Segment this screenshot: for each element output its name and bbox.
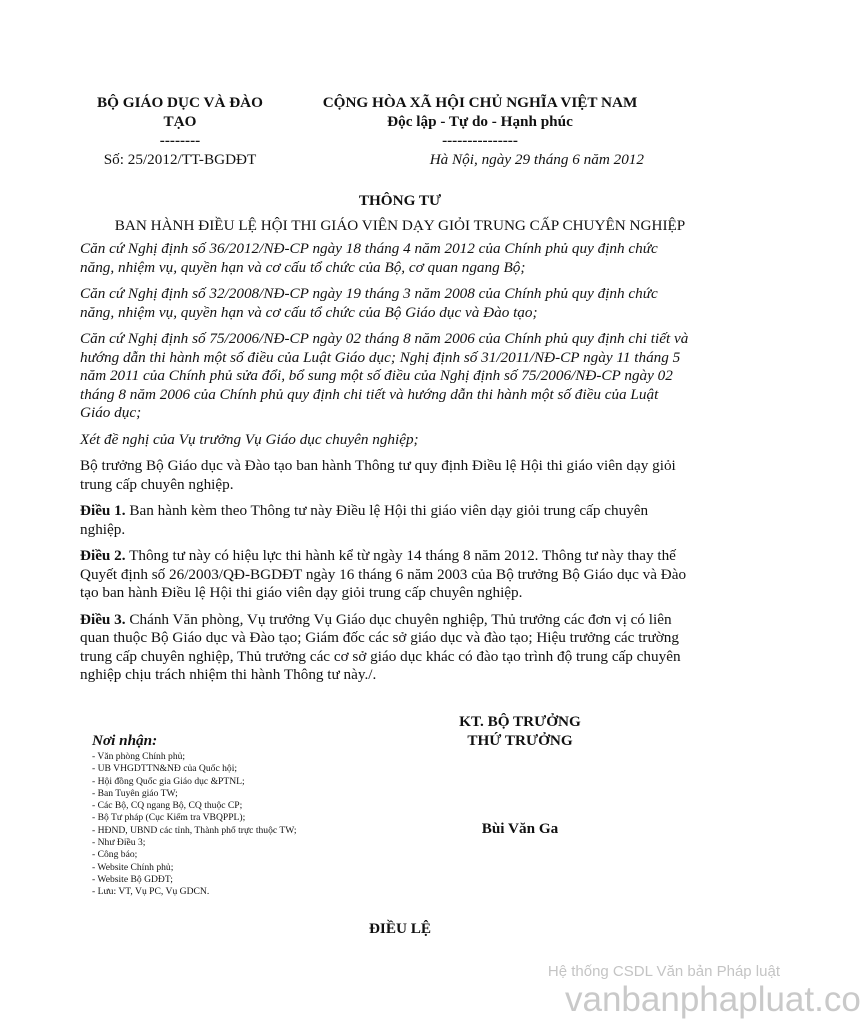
- article-text: Chánh Văn phòng, Vụ trưởng Vụ Giáo dục chuyên nghiệp, Thủ trưởng các đơn vị có liên quan thuộc Bộ Giáo dục và Đào tạo; Giám đốc các sở giáo dục và đào tạo; Hiệu trưởng các trường trung cấp chuyên nghiệp, Thủ trưởng các cơ sở giáo dục khác có đào tạo trình độ trung cấp chuyên nghiệp chịu trách nhiệm thi hành Thông tư này./.: [80, 610, 681, 683]
- document-number: Số: 25/2012/TT-BGDĐT: [103, 151, 257, 168]
- document-subject: BAN HÀNH ĐIỀU LỆ HỘI THI GIÁO VIÊN DẠY GIỎI TRUNG CẤP CHUYÊN NGHIỆP: [114, 217, 686, 234]
- agency-name-line2: TẠO: [163, 113, 197, 130]
- recipient-item: - Như Điều 3;: [92, 837, 146, 849]
- article-1: [80, 502, 692, 539]
- article-label: Điều 1.: [80, 502, 126, 519]
- signer-name: Bùi Văn Ga: [481, 820, 559, 837]
- recipient-item: - UB VHGDTTN&NĐ của Quốc hội;: [92, 763, 238, 775]
- intro-paragraph: Bộ trưởng Bộ Giáo dục và Đào tạo ban hành Thông tư quy định Điều lệ Hội thi giáo viên dạy giỏi trung cấp chuyên nghiệp.: [80, 457, 676, 493]
- preamble-paragraph: Căn cứ Nghị định số 36/2012/NĐ-CP ngày 18 tháng 4 năm 2012 của Chính phủ quy định chức năng, nhiệm vụ, quyền hạn và cơ cấu tổ chức của Bộ, cơ quan ngang Bộ;: [80, 240, 658, 276]
- article-label: Điều 2.: [80, 547, 126, 564]
- recipient-item: - Website Chính phủ;: [92, 861, 174, 873]
- recipient-item: - Công báo;: [92, 849, 138, 861]
- recipients-list: [92, 751, 392, 899]
- recipient-item: - Bộ Tư pháp (Cục Kiểm tra VBQPPL);: [92, 812, 246, 824]
- recipient-item: - Lưu: VT, Vụ PC, Vụ GDCN.: [92, 886, 210, 898]
- country-name: CỘNG HÒA XÃ HỘI CHỦ NGHĨA VIỆT NAM: [322, 94, 638, 111]
- watermark-caption: Hệ thống CSDL Văn bản Pháp luật: [547, 963, 780, 980]
- article-text: Ban hành kèm theo Thông tư này Điều lệ Hội thi giáo viên dạy giỏi trung cấp chuyên nghiệp.: [80, 502, 649, 538]
- recipient-item: - Hội đồng Quốc gia Giáo dục &PTNL;: [92, 775, 245, 787]
- agency-name-line1: BỘ GIÁO DỤC VÀ ĐÀO: [97, 94, 263, 111]
- article-text: Thông tư này có hiệu lực thi hành kể từ ngày 14 tháng 8 năm 2012. Thông tư này thay thế Quyết định số 26/2003/QĐ-BGDĐT ngày 16 tháng 6 năm 2003 của Bộ trưởng Bộ Giáo dục và Đào tạo ban hành Điều lệ Hội thi giáo viên dạy giỏi trung cấp chuyên nghiệp.: [80, 547, 687, 601]
- recipients-block: [92, 732, 392, 899]
- recipient-item: - Các Bộ, CQ ngang Bộ, CQ thuộc CP;: [92, 800, 243, 812]
- preamble-paragraph: Xét đề nghị của Vụ trưởng Vụ Giáo dục chuyên nghiệp;: [80, 430, 419, 448]
- signer-title: THỨ TRƯỞNG: [467, 732, 573, 749]
- article-3: [80, 611, 692, 685]
- national-motto: Độc lập - Tự do - Hạnh phúc: [387, 113, 573, 130]
- recipient-item: - HĐND, UBND các tỉnh, Thành phố trực thuộc TW;: [92, 824, 297, 836]
- preamble-paragraph: Căn cứ Nghị định số 75/2006/NĐ-CP ngày 02 tháng 8 năm 2006 của Chính phủ quy định chi tiết và hướng dẫn thi hành một số điều của Luật Giáo dục; Nghị định số 31/2011/NĐ-CP ngày 11 tháng 5 năm 2011 của Chính phủ sửa đổi, bổ sung một số điều của Nghị định số 75/2006/NĐ-CP ngày 02 tháng 8 năm 2006 của Chính phủ quy định chi tiết và hướng dẫn thi hành một số điều của Luật Giáo dục;: [80, 330, 689, 421]
- regulation-title: ĐIỀU LỆ: [368, 920, 432, 937]
- watermark-site: vanbanphapluat.co: [565, 980, 861, 1019]
- signature-block: [400, 712, 640, 750]
- signer-authority: KT. BỘ TRƯỞNG: [459, 713, 581, 730]
- preamble-paragraph: Căn cứ Nghị định số 32/2008/NĐ-CP ngày 19 tháng 3 năm 2008 của Chính phủ quy định chức năng, nhiệm vụ, quyền hạn và cơ cấu tổ chức của Bộ Giáo dục và Đào tạo;: [80, 285, 658, 321]
- recipient-item: - Website Bộ GDĐT;: [92, 873, 173, 885]
- issue-date: Hà Nội, ngày 29 tháng 6 năm 2012: [429, 151, 644, 168]
- recipient-item: - Văn phòng Chính phủ;: [92, 751, 186, 762]
- article-2: [80, 547, 692, 603]
- national-header-block: [290, 93, 670, 169]
- document-type: THÔNG TƯ: [358, 192, 442, 209]
- agency-separator: --------: [159, 132, 201, 149]
- recipient-item: - Ban Tuyên giáo TW;: [92, 787, 178, 799]
- document-body: [80, 240, 692, 693]
- motto-separator: ---------------: [442, 132, 518, 149]
- article-label: Điều 3.: [80, 610, 126, 628]
- issuing-agency-block: [80, 93, 280, 169]
- recipients-title: Nơi nhận:: [92, 732, 158, 749]
